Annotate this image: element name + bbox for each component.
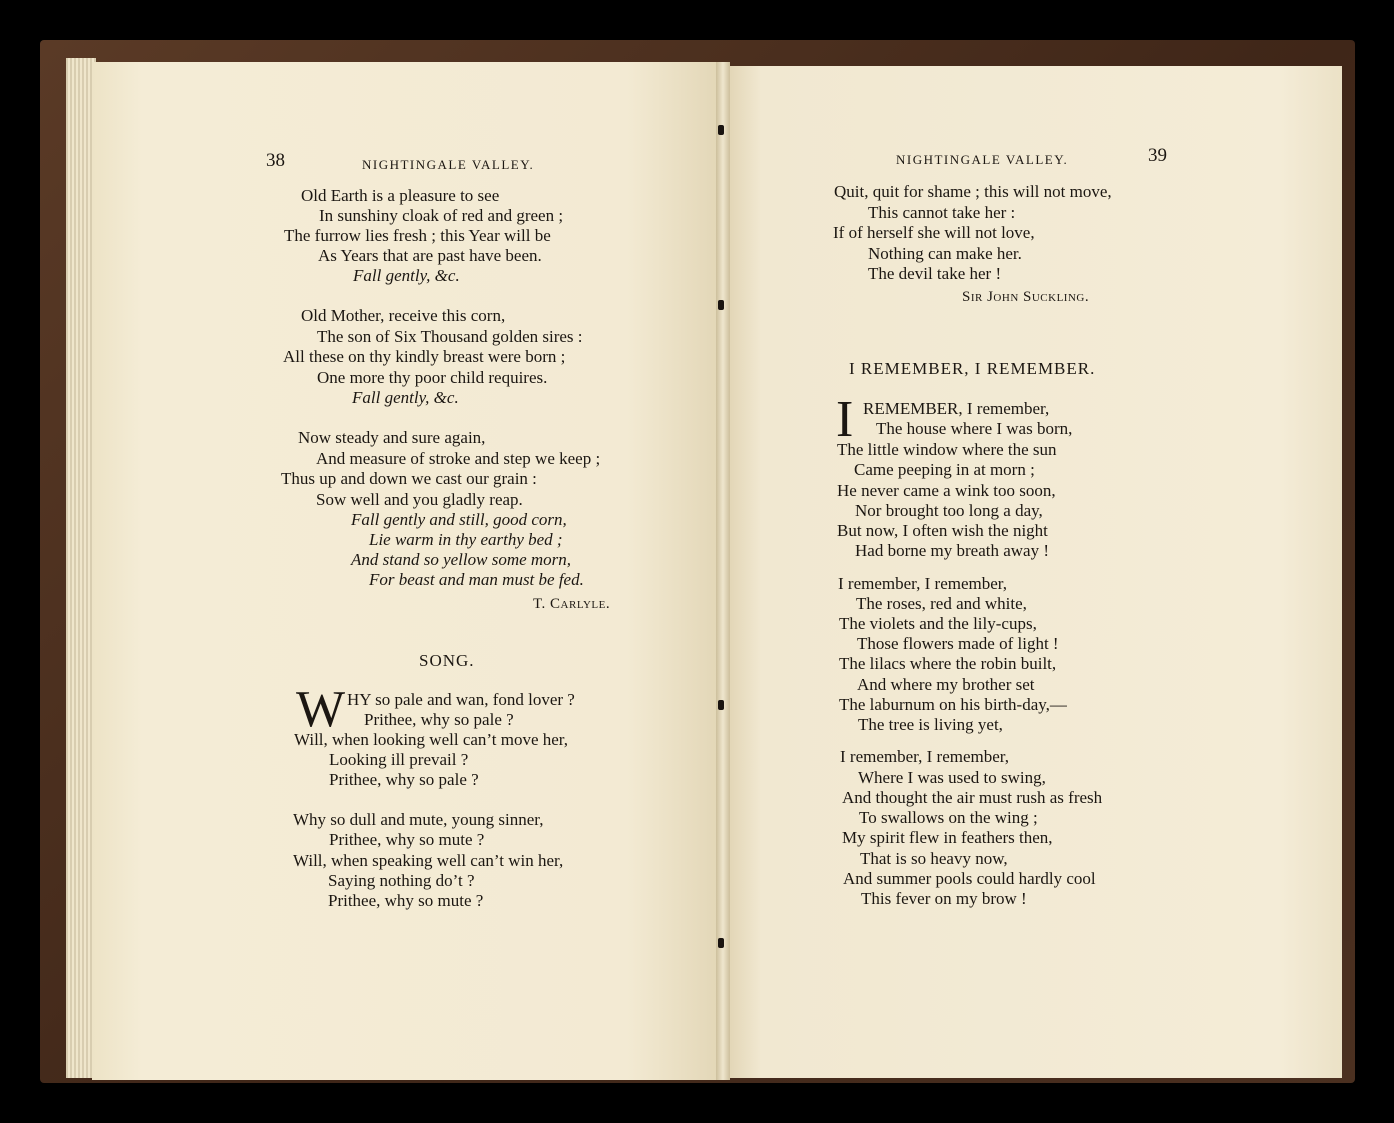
binding-mark — [718, 938, 724, 948]
verse-line: Will, when speaking well can’t win her, — [293, 851, 564, 870]
verse-line: I remember, I remember, — [840, 747, 1010, 766]
verse-line: The little window where the sun — [837, 440, 1057, 459]
page-number-right: 39 — [1148, 145, 1167, 166]
verse-line: My spirit flew in feathers then, — [842, 828, 1053, 847]
refrain: Fall gently, &c. — [353, 266, 460, 285]
verse-line: REMEMBER, I remember, — [863, 399, 1050, 418]
running-head-left: NIGHTINGALE VALLEY. — [362, 157, 535, 172]
poem-title: I REMEMBER, I REMEMBER. — [849, 359, 1096, 378]
verse-line: Quit, quit for shame ; this will not move, — [834, 182, 1112, 201]
verse-line: Had borne my breath away ! — [855, 541, 1050, 560]
drop-cap: I — [836, 391, 854, 448]
verse-line: The violets and the lily-cups, — [839, 614, 1037, 633]
binding-mark — [718, 700, 724, 710]
attribution: T. Carlyle. — [533, 596, 611, 612]
verse-line: As Years that are past have been. — [318, 246, 542, 265]
verse-line: That is so heavy now, — [860, 849, 1008, 868]
verse-line: All these on thy kindly breast were born ; — [283, 347, 566, 366]
verse-line: For beast and man must be fed. — [369, 570, 584, 589]
verse-line: Those flowers made of light ! — [857, 634, 1059, 653]
verse-line: Old Earth is a pleasure to see — [301, 186, 500, 205]
verse-line: Prithee, why so pale ? — [329, 770, 479, 789]
running-head-right: NIGHTINGALE VALLEY. — [896, 152, 1069, 167]
verse-line: And stand so yellow some morn, — [351, 550, 572, 569]
verse-line: Came peeping in at morn ; — [854, 460, 1035, 479]
right-page — [724, 66, 1342, 1078]
drop-cap: W — [296, 681, 346, 738]
verse-line: Looking ill prevail ? — [329, 750, 469, 769]
verse-line: The laburnum on his birth-day,— — [839, 695, 1067, 714]
verse-line: If of herself she will not love, — [833, 223, 1035, 242]
verse-line: He never came a wink too soon, — [837, 481, 1056, 500]
binding-mark — [718, 300, 724, 310]
verse-line: The son of Six Thousand golden sires : — [317, 327, 583, 346]
verse-line: Lie warm in thy earthy bed ; — [369, 530, 563, 549]
verse-line: Nothing can make her. — [868, 244, 1022, 263]
verse-line: To swallows on the wing ; — [859, 808, 1038, 827]
refrain: Fall gently, &c. — [352, 388, 459, 407]
verse-line: Prithee, why so mute ? — [328, 891, 484, 910]
verse-line: In sunshiny cloak of red and green ; — [319, 206, 564, 225]
verse-line: Old Mother, receive this corn, — [301, 306, 506, 325]
verse-line: Now steady and sure again, — [298, 428, 486, 447]
verse-line: The devil take her ! — [868, 264, 1002, 283]
verse-line: HY so pale and wan, fond lover ? — [347, 690, 575, 709]
verse-line: This cannot take her : — [868, 203, 1016, 222]
verse-line: Sow well and you gladly reap. — [316, 490, 523, 509]
verse-line: Prithee, why so pale ? — [364, 710, 514, 729]
song-title: SONG. — [419, 651, 475, 670]
verse-line: The lilacs where the robin built, — [839, 654, 1057, 673]
verse-line: The furrow lies fresh ; this Year will be — [284, 226, 551, 245]
verse-line: I remember, I remember, — [838, 574, 1008, 593]
verse-line: The house where I was born, — [876, 419, 1073, 438]
gutter — [716, 62, 730, 1080]
verse-line: And measure of stroke and step we keep ; — [316, 449, 601, 468]
page-number-left: 38 — [266, 150, 285, 171]
verse-line: Saying nothing do’t ? — [328, 871, 475, 890]
binding-mark — [718, 125, 724, 135]
verse-line: Thus up and down we cast our grain : — [281, 469, 537, 488]
verse-line: Fall gently and still, good corn, — [351, 510, 567, 529]
verse-line: And summer pools could hardly cool — [843, 869, 1096, 888]
attribution: Sir John Suckling. — [962, 289, 1090, 305]
verse-line: And thought the air must rush as fresh — [842, 788, 1103, 807]
verse-line: Where I was used to swing, — [858, 768, 1046, 787]
verse-line: But now, I often wish the night — [837, 521, 1048, 540]
verse-line: Will, when looking well can’t move her, — [294, 730, 569, 749]
verse-line: And where my brother set — [857, 675, 1035, 694]
verse-line: Prithee, why so mute ? — [329, 830, 485, 849]
verse-line: Why so dull and mute, young sinner, — [293, 810, 544, 829]
verse-line: The roses, red and white, — [856, 594, 1027, 613]
verse-line: The tree is living yet, — [858, 715, 1003, 734]
verse-line: Nor brought too long a day, — [855, 501, 1043, 520]
verse-line: One more thy poor child requires. — [317, 368, 548, 387]
verse-line: This fever on my brow ! — [861, 889, 1027, 908]
